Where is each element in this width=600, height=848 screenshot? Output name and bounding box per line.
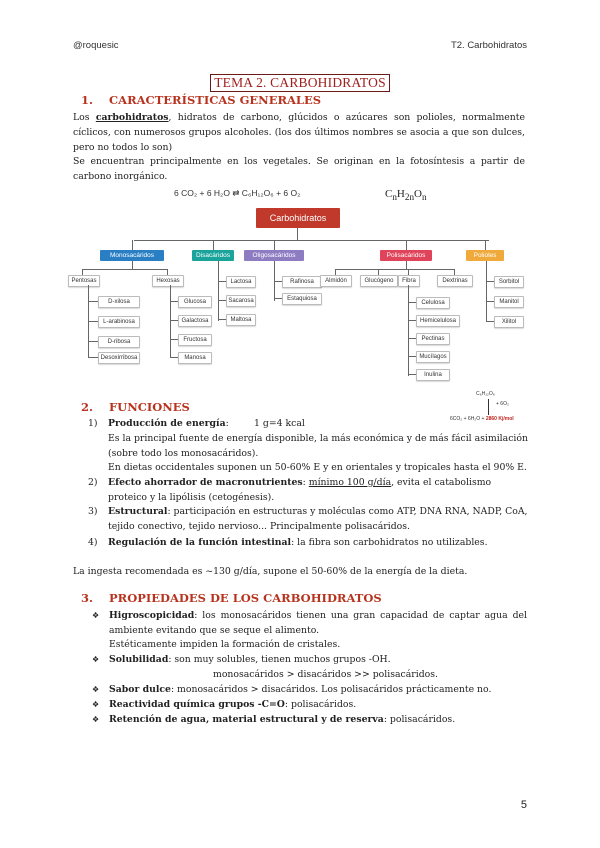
header-chapter: T2. Carbohidratos — [450, 40, 527, 51]
connector-line — [132, 240, 133, 250]
function-1-desc-1: Es la principal fuente de energía disponible, la más económica y de más fácil asimilación (sobre todo los monosacáridos). — [108, 433, 528, 459]
connector-line — [274, 281, 282, 282]
section-1-paragraph-2: Se encuentran principalmente en los vegetales. Se originan en la fotosíntesis a partir de carbono inorgánico. — [73, 156, 525, 182]
connector-line — [218, 319, 226, 320]
section-2-heading — [81, 400, 190, 414]
property-hygroscopicity-extra: Estéticamente impiden la formación de cristales. — [109, 639, 341, 650]
connector-line — [297, 228, 298, 240]
function-3-number: 3) — [88, 506, 98, 517]
function-4-title: Regulación de la función intestinal — [108, 537, 292, 548]
polisacarido-0: Almidón — [320, 275, 352, 287]
hexosa-3: Manosa — [178, 352, 212, 364]
property-5-desc: : polisacáridos. — [383, 714, 456, 725]
connector-line — [170, 285, 171, 357]
function-4 — [88, 536, 528, 551]
function-2-number: 2) — [88, 477, 98, 488]
property-3-title: Sabor dulce — [109, 684, 171, 695]
bullet-icon: ❖ — [92, 700, 100, 709]
section-1-paragraph-1 — [73, 111, 525, 155]
connector-line — [485, 240, 486, 250]
property-4-desc: : polisacáridos. — [284, 699, 357, 710]
property-4-title: Reactividad química grupos -C=O — [109, 699, 285, 710]
category-4: Polioles — [466, 250, 504, 261]
reaction-reactant: C₆H₁₂O₆ — [476, 391, 495, 397]
respiration-reaction — [450, 391, 514, 422]
function-1-colon: : — [225, 418, 229, 429]
page-title: TEMA 2. CARBOHIDRATOS — [210, 74, 390, 92]
pentosa-2: D-ribosa — [98, 336, 140, 348]
property-reactivity — [92, 698, 527, 713]
function-2 — [88, 476, 528, 506]
reaction-arrow — [488, 399, 489, 415]
connector-line — [486, 261, 487, 321]
category-0: Monosacáridos — [100, 250, 164, 261]
fibra-1: Hemicelulosa — [416, 315, 460, 327]
hexosa-1: Galactosa — [178, 315, 212, 327]
connector-line — [486, 321, 494, 322]
connector-line — [408, 285, 409, 376]
p1-pre: Los — [73, 112, 96, 123]
bullet-icon: ❖ — [92, 685, 100, 694]
function-4-desc: : la fibra son carbohidratos no utilizables. — [291, 537, 488, 548]
connector-line — [408, 374, 416, 375]
bullet-icon: ❖ — [92, 611, 100, 620]
polisacarido-2: Fibra — [398, 275, 420, 287]
category-2: Oligosacáridos — [244, 250, 304, 261]
connector-line — [88, 301, 98, 302]
mono-sub-pentosas: Pentosas — [68, 275, 100, 287]
function-3-title: Estructural — [108, 506, 168, 517]
function-4-number: 4) — [88, 537, 98, 548]
reaction-oxygen: + 6O₂ — [496, 401, 509, 407]
connector-line — [486, 301, 494, 302]
connector-line — [82, 269, 168, 270]
oligosacarido-0: Rafinosa — [282, 276, 322, 288]
connector-line — [408, 320, 416, 321]
header-author: @roquesic — [73, 40, 119, 51]
property-1-title: Higroscopicidad — [109, 610, 195, 621]
function-1-title: Producción de energía — [108, 418, 226, 429]
connector-line — [486, 281, 494, 282]
reaction-products: 6CO₂ + 6H₂O + — [450, 416, 485, 422]
hexosa-0: Glucosa — [178, 296, 212, 308]
reaction-energy: 2860 Kj/mol — [485, 416, 514, 422]
poliol-1: Manitol — [494, 296, 524, 308]
connector-line — [134, 240, 489, 241]
connector-line — [406, 240, 407, 250]
photosynthesis-equation: 6 CO₂ + 6 H₂O ⇄ C₆H₁₂O₆ + 6 O₂ — [174, 188, 301, 198]
connector-line — [218, 261, 219, 321]
fibra-4: Inulina — [416, 369, 450, 381]
diagram-root: Carbohidratos — [256, 208, 340, 228]
oligosacarido-1: Estaquiosa — [282, 293, 322, 305]
pentosa-3: Desoxirribosa — [98, 352, 140, 364]
mono-sub-hexosas: Hexosas — [152, 275, 184, 287]
property-1-desc: : los monosacáridos tienen una gran capacidad de captar agua del ambiente evitando que se seque el alimento. — [109, 610, 527, 636]
function-2-mid: : — [302, 477, 309, 488]
connector-line — [170, 357, 178, 358]
section-3-title: PROPIEDADES DE LOS CARBOHIDRATOS — [109, 591, 382, 605]
connector-line — [335, 269, 455, 270]
connector-line — [132, 261, 133, 269]
property-5-title: Retención de agua, material estructural y de reserva — [109, 714, 384, 725]
connector-line — [218, 300, 226, 301]
recommended-intake: La ingesta recomendada es ~130 g/día, supone el 50-60% de la energía de la dieta. — [73, 566, 468, 577]
function-1 — [88, 417, 528, 432]
section-3-number: 3. — [81, 591, 94, 605]
disacarido-1: Sacarosa — [226, 295, 256, 307]
property-3-desc: : monosacáridos > disacáridos. Los polisacáridos prácticamente no. — [170, 684, 492, 695]
connector-line — [408, 356, 416, 357]
connector-line — [170, 301, 178, 302]
function-2-minimum: mínimo 100 g/día — [308, 477, 392, 488]
hexosa-2: Fructosa — [178, 334, 212, 346]
connector-line — [88, 341, 98, 342]
pentosa-0: D-xilosa — [98, 296, 140, 308]
function-3-desc: : participación en estructuras y moléculas como ATP, DNA RNA, NADP, CoA, tejido conectivo, tejido nervioso... Principalmente polisacáridos. — [108, 506, 528, 532]
section-1-number: 1. — [81, 93, 94, 107]
property-water-retention — [92, 713, 527, 728]
p1-keyword: carbohidratos — [95, 112, 169, 123]
fibra-0: Celulosa — [416, 297, 450, 309]
connector-line — [406, 261, 407, 269]
property-sweetness — [92, 683, 527, 698]
connector-line — [170, 339, 178, 340]
connector-line — [213, 240, 214, 250]
connector-line — [88, 357, 98, 358]
property-2-desc: : son muy solubles, tienen muchos grupos -OH. — [168, 654, 391, 665]
polisacarido-1: Glucógeno — [360, 275, 398, 287]
connector-line — [274, 240, 275, 250]
connector-line — [274, 298, 282, 299]
function-3 — [88, 505, 528, 535]
fibra-2: Pectinas — [416, 333, 450, 345]
function-2-desc: , evita el catabolismo proteico y la lipólisis (cetogénesis). — [108, 477, 492, 503]
pentosa-1: L-arabinosa — [98, 316, 140, 328]
category-3: Polisacáridos — [380, 250, 432, 261]
connector-line — [408, 338, 416, 339]
poliol-0: Sorbitol — [494, 276, 524, 288]
category-1: Disacáridos — [192, 250, 234, 261]
general-formula: $C_nH_{2n}O_n$ — [385, 188, 427, 203]
poliol-2: Xilitol — [494, 316, 524, 328]
property-solubility — [92, 653, 527, 668]
connector-line — [218, 281, 226, 282]
page-number: 5 — [520, 799, 527, 811]
section-1-title: CARACTERÍSTICAS GENERALES — [109, 93, 322, 107]
connector-line — [170, 320, 178, 321]
property-hygroscopicity — [92, 609, 527, 639]
polisacarido-3: Dextrinas — [437, 275, 473, 287]
function-1-number: 1) — [88, 418, 98, 429]
disacarido-2: Maltosa — [226, 314, 256, 326]
section-1-heading — [81, 93, 321, 107]
p1-post: , hidratos de carbono, glúcidos o azúcares son polioles, normalmente cíclicos, con numerosos grupos alcoholes. (los dos últimos nombres se asocia a que son dulces, pero no todos lo son) — [73, 112, 526, 153]
section-2-title: FUNCIONES — [109, 400, 190, 414]
disacarido-0: Lactosa — [226, 276, 256, 288]
connector-line — [88, 321, 98, 322]
section-2-number: 2. — [81, 400, 94, 414]
function-1-desc-2: En dietas occidentales suponen un 50-60% E y en orientales y tropicales hasta el 90% E. — [108, 462, 527, 473]
property-2-title: Solubilidad — [109, 654, 169, 665]
bullet-icon: ❖ — [92, 655, 100, 664]
bullet-icon: ❖ — [92, 715, 100, 724]
section-3-heading — [81, 591, 382, 605]
fibra-3: Mucílagos — [416, 351, 450, 363]
function-2-title: Efecto ahorrador de macronutrientes — [108, 477, 303, 488]
connector-line — [408, 302, 416, 303]
property-solubility-extra: monosacáridos > disacáridos >> polisacáridos. — [213, 669, 438, 680]
function-1-kcal: 1 g=4 kcal — [254, 418, 305, 429]
